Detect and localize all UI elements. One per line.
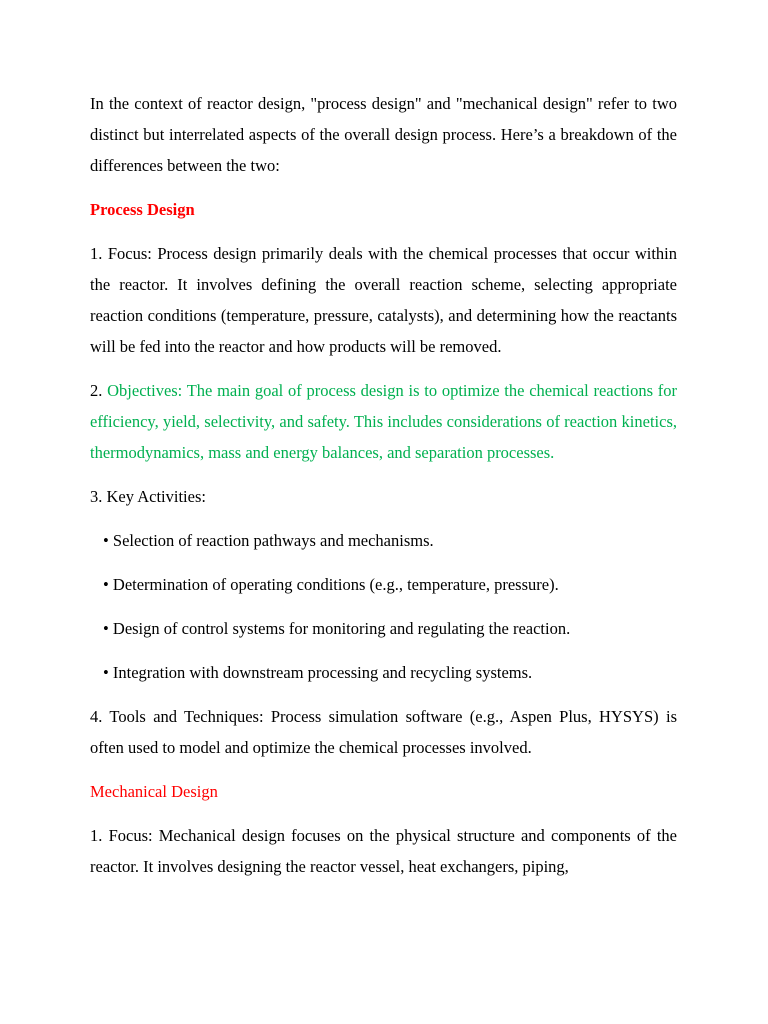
- mechanical-design-heading: Mechanical Design: [90, 782, 218, 801]
- list-item: • Determination of operating conditions (e.g., temperature, pressure).: [103, 575, 559, 594]
- intro-paragraph: In the context of reactor design, "process design" and "mechanical design" refer to two distinct but interrelated aspects of the overall design process. Here’s a breakdown of the differences between the two:: [90, 94, 677, 175]
- mechanical-focus-paragraph: 1. Focus: Mechanical design focuses on the physical structure and components of the reactor. It involves designing the reactor vessel, heat exchangers, piping,: [90, 826, 677, 876]
- list-item: • Selection of reaction pathways and mechanisms.: [103, 531, 434, 550]
- list-item: • Design of control systems for monitoring and regulating the reaction.: [103, 619, 571, 638]
- document-page: [90, 88, 677, 882]
- process-focus-paragraph: 1. Focus: Process design primarily deals with the chemical processes that occur within the reactor. It involves defining the overall reaction scheme, selecting appropriate reaction conditions (temperature, pressure, catalysts), and determining how the reactants will be fed into the reactor and how products will be removed.: [90, 244, 677, 356]
- key-activities-label: 3. Key Activities:: [90, 487, 206, 506]
- process-objectives-paragraph: [90, 375, 677, 468]
- objectives-number: 2.: [90, 381, 108, 400]
- tools-paragraph: 4. Tools and Techniques: Process simulation software (e.g., Aspen Plus, HYSYS) is often used to model and optimize the chemical processes involved.: [90, 707, 677, 757]
- process-design-heading: Process Design: [90, 200, 195, 219]
- objectives-text: Objectives: The main goal of process design is to optimize the chemical reactions for efficiency, yield, selectivity, and safety. This includes considerations of reaction kinetics, thermodynamics, mass and energy balances, and separation processes.: [90, 381, 678, 462]
- list-item: • Integration with downstream processing and recycling systems.: [103, 663, 533, 682]
